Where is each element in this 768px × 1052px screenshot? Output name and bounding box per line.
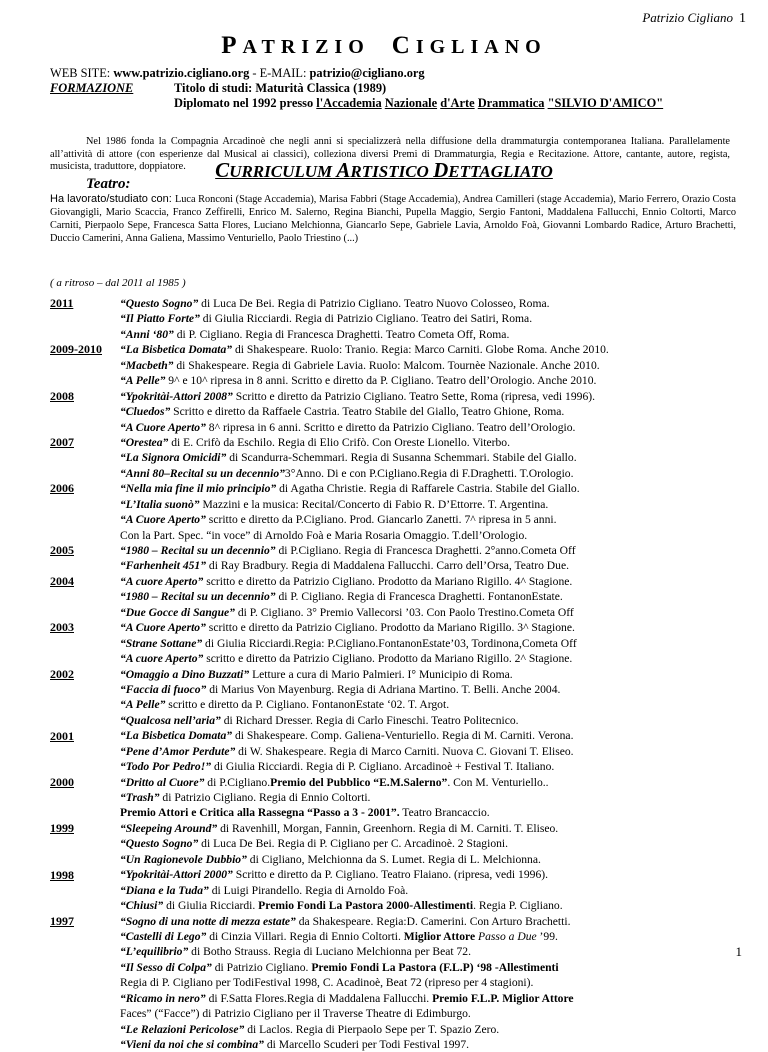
name-last-initial: C: [391, 32, 416, 59]
entry-tail: . Con M. Venturiello..: [447, 775, 549, 789]
cv-entry: [120, 991, 760, 1006]
cv-entry: [120, 327, 760, 342]
entry-title: “Questo Sogno”: [120, 297, 199, 310]
year-label: 2008: [50, 388, 74, 403]
entry-italic: Passo a Due: [475, 929, 537, 943]
cv-entry: [120, 543, 760, 558]
year-label: 2006: [50, 481, 74, 496]
entry-title: “A cuore Aperto”: [120, 574, 204, 588]
email-link[interactable]: patrizio@cigliano.org: [309, 66, 425, 80]
entry-title: “A Cuore Aperto”: [120, 420, 206, 434]
cv-title-w2-rest: RTISTICO: [350, 162, 429, 181]
year-label: 1998: [50, 867, 74, 882]
year-label: 2002: [50, 666, 74, 681]
entry-text: di Shakespeare. Regia di Gabriele Lavia. Ruolo: Malcom. Tournèe Nazionale. Anche 2010.: [173, 358, 600, 372]
email-sep: - E-MAIL:: [249, 66, 310, 80]
cv-entry: [120, 929, 760, 944]
entry-text: scritto e diretto da P. Cigliano. FontanonEstate ‘02. T. Argot.: [165, 698, 450, 712]
entry-text: di Luca De Bei. Regia di P. Cigliano per C. Arcadinoè. 2 Stagioni.: [198, 837, 509, 851]
website-link[interactable]: www.patrizio.cigliano.org: [113, 66, 250, 80]
entry-title: “Anni 80–Recital su un decennio”: [120, 466, 285, 480]
cv-entry: [120, 605, 760, 620]
diploma-link-5[interactable]: "SILVIO D'AMICO": [547, 96, 664, 110]
entry-title: “Strane Sottane”: [120, 636, 203, 650]
diploma-link-4[interactable]: Drammatica: [477, 96, 545, 110]
worked-with-names: Luca Ronconi (Stage Accademia), Marisa Fabbri (Stage Accademia), Andrea Camilleri (stage Accademia), Mario Ferrero, Orazio Costa Giovangigli, Mario Scaccia, Franco Zeffirelli, Enrico M. Salerno, Regina Bianchi, Pupella Maggio, Sergio Fantoni, Maddalena Fallucchi, Ennio Coltorti, Marco Carniti, Pierpaolo Sepe, Francesca Satta Flores, Luciano Melchionna, Giancarlo Sepe, Gabriele Lavia, Arnoldo Foà, Giovanni Lombardo Radice, Arturo Brachetti, Duccio Camerini, Anna Galiena, Massimo Venturiello, Paolo Triestino (...): [50, 194, 736, 245]
cv-entry: [120, 1006, 760, 1021]
entry-text: di W. Shakespeare. Regia di Marco Carniti. Nuova C. Giovani T. Eliseo.: [235, 744, 574, 758]
entry-title: “Dritto al Cuore”: [120, 775, 205, 789]
cv-title-w1-rest: URRICULUM: [229, 162, 333, 181]
entry-text: di Patrizio Cigliano.: [211, 960, 312, 974]
worked-with-paragraph: [50, 193, 736, 245]
entry-text: di Scandurra-Schemmari. Regia di Susanna Schemmari. Stabile del Giallo.: [226, 451, 577, 465]
entry-text: di E. Crifò da Eschilo. Regia di Elio Crifò. Con Oreste Lionello. Viterbo.: [168, 435, 511, 449]
entry-award: Premio Attori e Critica alla Rassegna “Passo a 3 - 2001”.: [120, 806, 400, 820]
entry-text: 9^ e 10^ ripresa in 8 anni. Scritto e diretto da P. Cigliano. Teatro dell’Orologio. Anche 2010.: [165, 374, 597, 388]
cv-entry: [120, 589, 760, 604]
entry-title: “La Signora Omicidi”: [120, 451, 227, 465]
cv-entry: [120, 636, 760, 651]
entry-title: “1980 – Recital su un decennio”: [120, 590, 276, 604]
entry-text: di Giulia Ricciardi. Regia di P. Cigliano. Arcadinoè + Festival T. Italiano.: [211, 760, 555, 774]
entry-title: “Macbeth”: [120, 358, 174, 372]
entry-text: di Shakespeare. Ruolo: Tranio. Regia: Marco Carniti. Globe Roma. Anche 2010.: [232, 343, 609, 357]
entry-text: di Cinzia Villari. Regia di Ennio Coltorti.: [206, 929, 404, 943]
entry-title: “Faccia di fuoco”: [120, 682, 207, 696]
year-label: 2004: [50, 574, 74, 589]
entry-text: Regia di P. Cigliano per TodiFestival 1998, C. Acadinoè, Beat 72 (ripreso per 4 stagioni).: [120, 976, 534, 990]
cv-title-w1-initial: C: [215, 158, 230, 182]
diploma-prefix: Diplomato nel 1992 presso: [174, 96, 317, 110]
cv-entry: [120, 728, 760, 743]
name-first-initial: P: [221, 32, 243, 59]
entry-text: di Patrizio Cigliano. Regia di Ennio Coltorti.: [159, 791, 371, 804]
cv-entry: [120, 358, 760, 373]
entry-text: di P.Cigliano. Regia di Francesca Draghetti. 2°anno.Cometa Off: [275, 544, 576, 557]
entry-text: di Giulia Ricciardi.: [163, 899, 259, 913]
entry-text: di Luca De Bei. Regia di Patrizio Cigliano. Teatro Nuovo Colosseo, Roma.: [198, 297, 550, 310]
cv-entry: [120, 775, 760, 790]
entry-title: “Le Relazioni Pericolose”: [120, 1022, 245, 1036]
entry-title: “A Pelle”: [120, 698, 166, 712]
cv-entry: [120, 883, 760, 898]
entry-title: “A cuore Aperto”: [120, 652, 204, 666]
entry-text: scritto e diretto da Patrizio Cigliano. Prodotto da Mariano Rigillo. 3^ Stagione.: [205, 621, 575, 635]
entry-title: “1980 – Recital su un decennio”: [120, 544, 276, 557]
name-last-rest: IGLIANO: [415, 36, 547, 58]
cv-entry: [120, 528, 760, 543]
entry-text: scritto e diretto da P.Cigliano. Prod. Giancarlo Zanetti. 7^ ripresa in 5 anni.: [205, 513, 557, 527]
running-header-page: 1: [739, 11, 746, 26]
year-label: 2005: [50, 543, 74, 558]
entry-award: Premio Fondi La Pastora 2000-Allestimenti: [258, 899, 474, 913]
entry-title: “Ypokritài-Attori 2000”: [120, 868, 233, 882]
entry-title: “Un Ragionevole Dubbio”: [120, 852, 247, 866]
entry-text: Mazzini e la musica: Recital/Concerto di Fabio R. D’Ettorre. T. Argentina.: [199, 497, 549, 511]
entry-text: di P. Cigliano. Regia di Francesca Draghetti. Teatro Cometa Off, Roma.: [173, 327, 510, 341]
entry-text: di F.Satta Flores.Regia di Maddalena Fallucchi.: [205, 991, 433, 1005]
entry-text: 8^ ripresa in 6 anni. Scritto e diretto da Patrizio Cigliano. Teatro dell’Orologio.: [205, 420, 576, 434]
entry-title: “L’equilibrio”: [120, 945, 189, 959]
year-label: 2007: [50, 435, 74, 450]
cv-entry: [120, 558, 760, 573]
entry-title: “Vieni da noi che si combina”: [120, 1038, 264, 1051]
entry-text: di Marius Von Mayenburg. Regia di Adriana Martino. T. Belli. Anche 2004.: [206, 682, 561, 696]
cv-entry: [120, 481, 760, 496]
entries-list: [120, 296, 760, 1052]
entry-title: “Sogno di una notte di mezza estate”: [120, 914, 296, 928]
name-first-rest: ATRIZIO: [242, 36, 370, 58]
entry-text: di Botho Strauss. Regia di Luciano Melchionna per Beat 72.: [188, 945, 471, 959]
entry-text: di Giulia Ricciardi. Regia di Patrizio Cigliano. Teatro dei Satiri, Roma.: [199, 312, 533, 326]
formazione-line: [50, 81, 663, 96]
year-label: 1999: [50, 821, 74, 836]
cv-entry: [120, 821, 760, 836]
entry-text: di Giulia Ricciardi.Regia: P.Cigliano.FontanonEstate’03, Tordinona,Cometa Off: [202, 636, 577, 650]
entry-title: “Trash”: [120, 791, 160, 804]
page-number: 1: [735, 944, 742, 959]
entry-text: Letture a cura di Mario Palmieri. I° Municipio di Roma.: [249, 667, 513, 681]
entry-title: “Cluedos”: [120, 405, 171, 419]
cv-entry: [120, 574, 760, 589]
entry-text: di P. Cigliano. Regia di Francesca Draghetti. FontanonEstate.: [275, 590, 563, 604]
entry-title: “Orestea”: [120, 435, 169, 449]
cv-entry: [120, 1037, 760, 1052]
cv-entry: [120, 1022, 760, 1037]
year-label: 2003: [50, 620, 74, 635]
cv-entry: [120, 744, 760, 759]
cv-entry: [120, 420, 760, 435]
cv-entry: [120, 311, 760, 326]
entry-text: da Shakespeare. Regia:D. Camerini. Con Arturo Brachetti.: [295, 914, 571, 928]
teatro-heading: Teatro:: [86, 176, 131, 192]
cv-title-w3-rest: ETTAGLIATO: [448, 162, 553, 181]
entry-title: “Diana e la Tuda”: [120, 883, 209, 897]
entry-title: “Sleepeing Around”: [120, 821, 218, 835]
contact-block: [50, 66, 663, 111]
year-label: 2011: [50, 296, 74, 310]
entry-title: “Todo Por Pedro!”: [120, 760, 212, 774]
entry-text: 3°Anno. Di e con P.Cigliano.Regia di F.Draghetti. T.Orologio.: [284, 466, 574, 480]
entry-title: “La Bisbetica Domata”: [120, 343, 233, 357]
entry-text: di Marcello Scuderi per Todi Festival 1997.: [263, 1038, 470, 1051]
cv-entry: [120, 450, 760, 465]
cv-entry: [120, 667, 760, 682]
entry-text: di Laclos. Regia di Pierpaolo Sepe per T. Spazio Zero.: [244, 1022, 500, 1036]
entry-title: “Qualcosa nell’aria”: [120, 713, 221, 727]
entry-tail: . Regia P. Cigliano.: [473, 899, 563, 913]
cv-title-w3-initial: D: [433, 158, 449, 182]
entry-award: Premio F.L.P. Miglior Attore: [432, 991, 574, 1005]
entry-award: Miglior Attore: [403, 929, 476, 943]
entry-text: di Richard Dresser. Regia di Carlo Fineschi. Teatro Politecnico.: [220, 713, 519, 727]
formazione-label: FORMAZIONE: [50, 81, 134, 95]
entry-title: “L’Italia suonò”: [120, 497, 200, 511]
cv-entry: [120, 914, 760, 929]
entry-title: “Castelli di Lego”: [120, 929, 207, 943]
cv-entry: [120, 697, 760, 712]
entry-text: di Ravenhill, Morgan, Fannin, Greenhorn. Regia di M. Carniti. T. Eliseo.: [217, 821, 559, 835]
entry-text: Scritto e diretto da P. Cigliano. Teatro Flaiano. (ripresa, vedi 1996).: [232, 868, 549, 882]
entry-title: “La Bisbetica Domata”: [120, 729, 233, 743]
entry-title: “Farhenheit 451”: [120, 559, 207, 573]
entry-title: “Pene d’Amor Perdute”: [120, 744, 236, 758]
entry-tail: ’99.: [536, 929, 558, 943]
entry-text: scritto e diretto da Patrizio Cigliano. Prodotto da Mariano Rigillo. 2^ Stagione.: [203, 652, 573, 666]
cv-entry: [120, 713, 760, 728]
cv-entry: [120, 404, 760, 419]
entry-title: “Nella mia fine il mio principio”: [120, 482, 277, 496]
cv-entry: [120, 944, 760, 959]
cv-entry: [120, 805, 760, 820]
year-label: 2009-2010: [50, 342, 102, 357]
entry-text: Faces” (“Facce”) di Patrizio Cigliano per il Traverse Theatre di Edimburgo.: [120, 1007, 471, 1021]
date-range-note: ( a ritroso – dal 2011 al 1985 ): [50, 277, 186, 289]
entry-tail: Teatro Brancaccio.: [399, 806, 490, 820]
running-header: [642, 10, 746, 27]
titolo-studi: Titolo di studi: Maturità Classica (1989): [174, 81, 387, 95]
web-email-line: [50, 66, 663, 81]
running-header-author: Patrizio Cigliano: [642, 10, 733, 25]
diploma-link-1[interactable]: l'Accademia: [316, 96, 382, 110]
cv-entry: [120, 867, 760, 882]
entry-text: Con la Part. Spec. “in voce” di Arnoldo Foà e Maria Rosaria Omaggio. T.dell’Orologio.: [120, 528, 528, 542]
cv-entry: [120, 651, 760, 666]
cv-title-w2-initial: A: [336, 158, 351, 182]
entry-award: Premio Fondi La Pastora (F.L.P) ‘98 -Allestimenti: [311, 960, 559, 974]
entry-text: di Agatha Christie. Regia di Raffarele Castria. Stabile del Giallo.: [276, 482, 580, 496]
entry-title: “Omaggio a Dino Buzzati”: [120, 667, 250, 681]
entry-text: Scritto e diretto da Raffaele Castria. Teatro Stabile del Giallo, Teatro Ghione, Roma.: [170, 405, 565, 419]
entry-title: “Questo Sogno”: [120, 837, 199, 851]
year-label: 2000: [50, 774, 74, 789]
year-label: 2001: [50, 728, 74, 743]
diploma-link-3[interactable]: d'Arte: [440, 96, 475, 110]
cv-entry: [120, 898, 760, 913]
year-label: 1997: [50, 914, 74, 928]
cv-entry: [120, 960, 760, 975]
entry-title: “A Cuore Aperto”: [120, 513, 206, 527]
entry-text: Scritto e diretto da Patrizio Cigliano. Teatro Sette, Roma (ripresa, vedi 1996).: [232, 389, 596, 403]
entry-text: di Cigliano, Melchionna da S. Lumet. Regia di L. Melchionna.: [246, 852, 541, 866]
diploma-line: [50, 96, 663, 111]
cv-entry: [120, 852, 760, 867]
entry-title: “Il Piatto Forte”: [120, 312, 200, 326]
entry-title: “Ricamo in nero”: [120, 991, 206, 1005]
entry-text: di P.Cigliano.: [204, 775, 271, 789]
cv-entry: [120, 759, 760, 774]
worked-with-lead: Ha lavorato/studiato con:: [50, 193, 175, 205]
entry-title: “Il Sesso di Colpa”: [120, 960, 212, 974]
entry-text: di Ray Bradbury. Regia di Maddalena Fallucchi. Carro dell’Orsa, Teatro Due.: [206, 559, 570, 573]
entry-title: “Due Gocce di Sangue”: [120, 605, 235, 619]
entry-text: di Shakespeare. Comp. Galiena-Venturiello. Regia di M. Carniti. Verona.: [232, 729, 574, 743]
cv-entry: [120, 296, 760, 311]
entry-title: “A Cuore Aperto”: [120, 621, 206, 635]
cv-entry: [120, 682, 760, 697]
intro-paragraph: Nel 1986 fonda la Compagnia Arcadinoè che negli anni si specializzerà nella diffusione della drammaturgia contemporanea Italiana. Parallelamente all’attività di attore (con esperienze dal Musical ai classici), colleziona diversi Premi di Drammaturgia, Regia e Recitazione. Attore, cantante, autore, regista, musicista, traduttore, doppiatore.: [50, 136, 730, 173]
entry-text: scritto e diretto da Patrizio Cigliano. Prodotto da Mariano Rigillo. 4^ Stagione.: [203, 574, 573, 588]
cv-entry: [120, 466, 760, 481]
diploma-link-2[interactable]: Nazionale: [384, 96, 438, 110]
cv-entry: [120, 790, 760, 805]
web-label: WEB SITE:: [50, 66, 114, 80]
cv-entry: [120, 620, 760, 635]
cv-entry: [120, 497, 760, 512]
cv-entry: [120, 373, 760, 388]
cv-entry: [120, 342, 760, 357]
cv-entry: [120, 975, 760, 990]
cv-entry: [120, 836, 760, 851]
cv-entry: [120, 389, 760, 404]
cv-entry: [120, 512, 760, 527]
author-name: [0, 32, 768, 60]
entry-title: “Chiusi”: [120, 899, 164, 913]
cv-entry: [120, 435, 760, 450]
entry-title: “A Pelle”: [120, 374, 166, 388]
entry-text: di Luigi Pirandello. Regia di Arnoldo Foà.: [208, 883, 409, 897]
entry-award: Premio del Pubblico “E.M.Salerno”: [270, 775, 448, 789]
entry-title: “Anni ‘80”: [120, 327, 174, 341]
entry-text: di P. Cigliano. 3° Premio Vallecorsi ’03. Con Paolo Trestino.Cometa Off: [234, 605, 574, 619]
entry-title: “Ypokritài-Attori 2008”: [120, 389, 233, 403]
